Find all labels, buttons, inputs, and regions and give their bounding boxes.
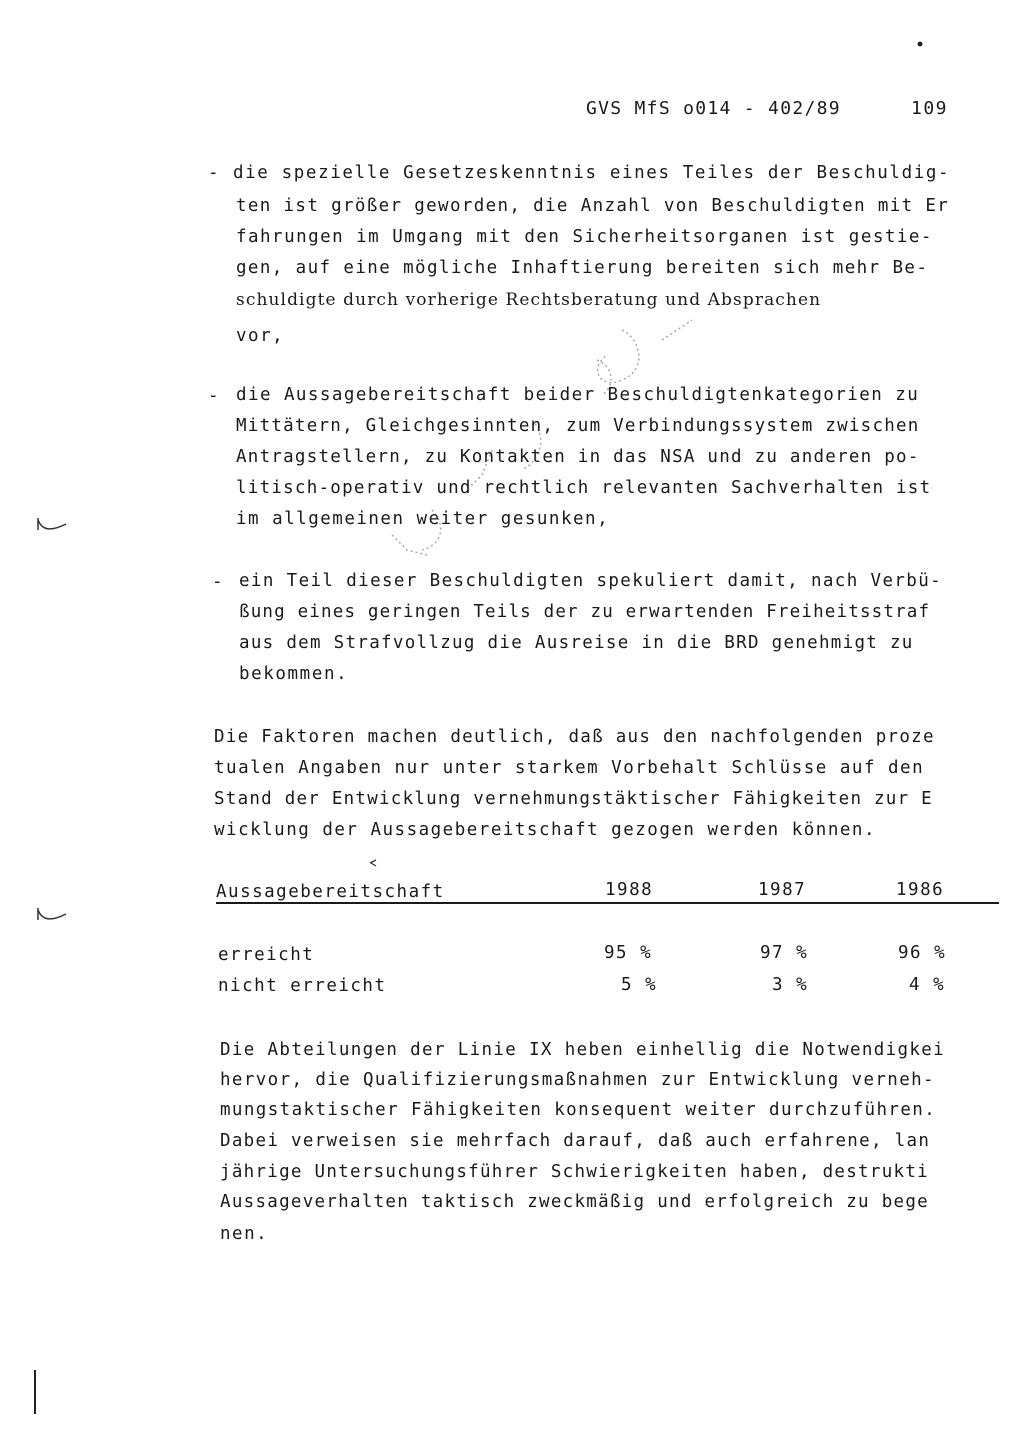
table-row-label: nicht erreicht <box>218 976 387 996</box>
bullet-2-line-5: im allgemeinen weiter gesunken, <box>236 509 610 529</box>
bullet-2-line-1: die Aussagebereitschaft beider Beschuldigtenkategorien zu <box>236 385 920 405</box>
page-number: 109 <box>911 98 949 119</box>
paragraph-2-line-4: Dabei verweisen sie mehrfach darauf, daß auch erfahrene, lan <box>220 1131 931 1151</box>
document-reference: GVS MfS o014 - 402/89 <box>586 98 841 119</box>
bullet-2-line-2: Mittätern, Gleichgesinnten, zum Verbindungssystem zwischen <box>236 416 920 436</box>
bullet-2-line-4: litisch-operativ und rechtlich relevanten Sachverhalten ist <box>236 478 932 498</box>
bullet-marker: - <box>212 572 223 592</box>
table-cell: 3 % <box>772 975 809 995</box>
speck-dot <box>916 40 924 48</box>
table-header-1988: 1988 <box>605 880 654 900</box>
bullet-3-line-1: ein Teil dieser Beschuldigten spekuliert damit, nach Verbü- <box>239 571 943 591</box>
bullet-marker: - <box>208 163 219 183</box>
margin-check-mark <box>36 906 70 926</box>
bullet-1-line-3: fahrungen im Umgang mit den Sicherheitsorganen ist gestie- <box>236 227 933 247</box>
bullet-3-line-3: aus dem Strafvollzug die Ausreise in die BRD genehmigt zu <box>239 633 914 653</box>
paragraph-1-line-2: tualen Angaben nur unter starkem Vorbehalt Schlüsse auf den <box>214 758 925 778</box>
table-cell: 95 % <box>604 943 653 963</box>
table-header-1986: 1986 <box>896 880 945 900</box>
table-cell: 97 % <box>760 943 809 963</box>
bullet-1-line-1: die spezielle Gesetzeskenntnis eines Teiles der Beschuldig- <box>233 163 951 183</box>
paragraph-2-line-2: hervor, die Qualifizierungsmaßnahmen zur Entwicklung verneh- <box>220 1070 935 1090</box>
margin-check-mark <box>36 516 70 536</box>
table-cell: 5 % <box>621 975 658 995</box>
paragraph-2-line-3: mungstaktischer Fähigkeiten konsequent weiter durchzuführen. <box>220 1100 937 1120</box>
table-header-1987: 1987 <box>758 880 807 900</box>
bullet-1-line-2: ten ist größer geworden, die Anzahl von Beschuldigten mit Er <box>236 196 950 216</box>
margin-line-mark <box>32 1368 38 1416</box>
paragraph-1-line-4: wicklung der Aussagebereitschaft gezogen werden können. <box>214 820 876 840</box>
bullet-marker: - <box>208 386 219 406</box>
paragraph-2-line-1: Die Abteilungen der Linie IX heben einhellig die Notwendigkei <box>220 1040 946 1060</box>
bullet-3-line-4: bekommen. <box>239 664 349 684</box>
paragraph-2-line-5: jährige Untersuchungsführer Schwierigkeiten haben, destrukti <box>220 1162 929 1182</box>
table-row-label: erreicht <box>218 945 315 965</box>
bullet-3-line-2: ßung eines geringen Teils der zu erwartenden Freiheitsstraf <box>239 602 931 622</box>
bullet-1-line-4: gen, auf eine mögliche Inhaftierung bereiten sich mehr Be- <box>236 258 929 278</box>
paragraph-1-line-1: Die Faktoren machen deutlich, daß aus den nachfolgenden proze <box>214 727 935 747</box>
table-cell: 4 % <box>909 975 946 995</box>
paragraph-2-line-7: nen. <box>220 1224 269 1244</box>
bullet-1-line-5: schuldigte durch vorherige Rechtsberatung und Absprachen <box>236 290 822 310</box>
speck-dot <box>368 858 378 868</box>
table-header-label: Aussagebereitschaft <box>216 882 445 902</box>
table-cell: 96 % <box>898 943 947 963</box>
table-header-rule <box>216 902 999 904</box>
bullet-1-line-6: vor, <box>236 326 285 346</box>
bullet-2-line-3: Antragstellern, zu Kontakten in das NSA und zu anderen po- <box>236 447 920 467</box>
faded-stamp-mark <box>372 300 732 580</box>
paragraph-1-line-3: Stand der Entwicklung vernehmungstäktischer Fähigkeiten zur E <box>214 789 933 809</box>
paragraph-2-line-6: Aussageverhalten taktisch zweckmäßig und erfolgreich zu bege <box>220 1192 929 1212</box>
